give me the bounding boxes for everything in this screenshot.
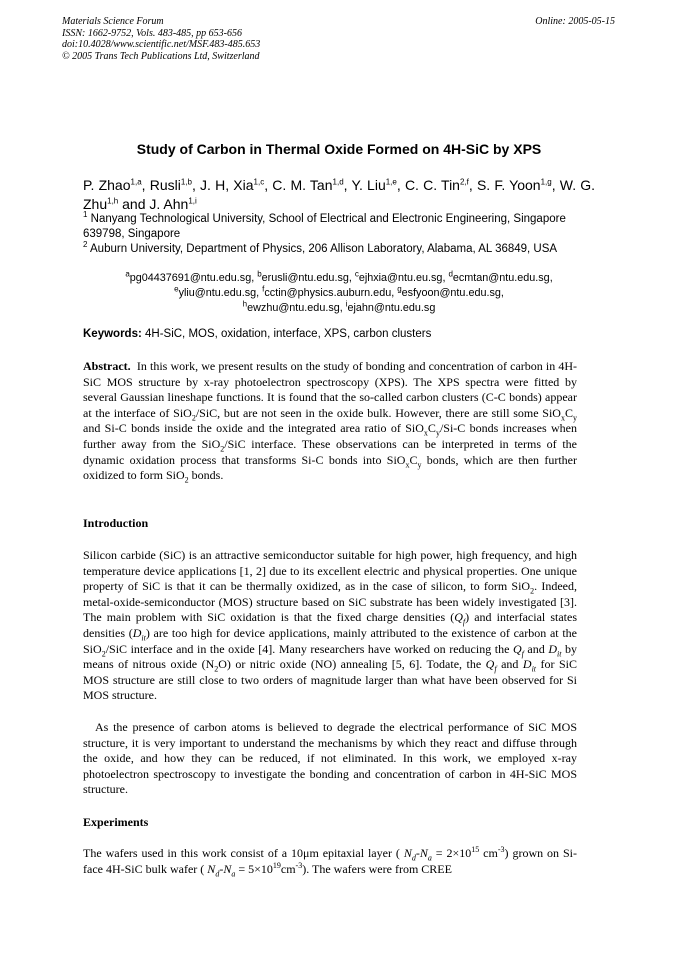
abstract-text: C [427,421,436,436]
body-text: O) or nitric oxide (NO) annealing [5, 6]. Todate, the [218,657,486,672]
journal-header [62,16,260,62]
body-text: ). The wafers were from CREE [302,861,452,876]
subscript: 2 [101,648,106,658]
abstract-label: Abstract. [83,359,131,373]
author-name: J. H, Xia [200,177,254,193]
body-text: The wafers used in this work consist of a 10μm epitaxial layer ( [83,846,404,860]
body-text: for SiC MOS structure are still close to two orders of magnitude larger than what have been observed for Si MOS structure. [83,657,577,703]
body-text: cm [280,861,296,876]
superscript: -3 [295,860,303,870]
abstract-text: /SiC interface. These observations can be interpreted in terms of the dynamic oxidation process that transforms Si-C bonds into SiO [83,436,577,467]
email-address: ejahn@ntu.edu.sg [347,302,436,314]
body-text: - [219,861,224,876]
subscript: y [417,459,422,469]
author-marker: 1,e [385,177,397,187]
email-address: esfyoon@ntu.edu.sg [401,287,501,299]
affiliation-number: 1 [83,210,88,220]
email-marker: a [125,269,130,279]
subscript: 2 [214,664,219,674]
subscript: it [141,633,146,643]
author-name: C. M. Tan [272,177,333,193]
symbol: N [403,846,412,860]
email-address: pg04437691@ntu.edu.sg [129,272,252,284]
abstract-text: /Si-C bonds increases when further away from the SiO [83,421,577,451]
body-text: - [415,846,420,860]
symbol: N [207,861,216,876]
keywords-label: Keywords: [83,328,142,340]
author-marker: 1,h [107,196,119,206]
email-marker: b [257,269,262,279]
subscript: 2 [191,413,196,423]
symbol: Q [485,657,495,672]
email-marker: d [448,269,453,279]
author-marker: 1,a [130,177,142,187]
affiliation-text: Nanyang Technological University, School of Electrical and Electronic Engineering, Singapore 639798, Singapore [83,213,566,240]
subscript: x [423,428,428,438]
abstract-text: In this work, we present results on the study of bonding and concentration of carbon in 4H-SiC MOS structure by x-ray photoelectron spectroscopy (XPS). The XPS spectra were fitted by several Gaussian lineshape functions. It is found that the so-called carbon clusters (C-C bonds) appear at the interface of SiO [83,359,577,420]
body-text: ) grown on Si-face 4H-SiC bulk wafer ( [83,846,577,876]
email-marker: c [354,269,359,279]
email-address: yliu@ntu.edu.sg [178,287,257,299]
journal-name: Materials Science Forum [62,16,164,27]
subscript: 2 [220,444,225,454]
author-name: W. G. Zhu [83,177,596,212]
author-name: Rusli [149,177,181,193]
email-address: cctin@physics.auburn.edu [264,287,392,299]
author-name: Y. Liu [351,177,386,193]
subscript: y [435,428,440,438]
abstract-text: /SiC, but are not seen in the oxide bulk. However, there are still some SiO [195,405,561,420]
symbol: N [223,861,232,876]
keywords-text: 4H-SiC, MOS, oxidation, interface, XPS, carbon clusters [145,328,432,340]
subscript: it [531,664,537,674]
copyright-line: © 2005 Trans Tech Publications Ltd, Switzerland [62,50,260,62]
symbol: N [419,846,428,860]
email-address: ejhxia@ntu.eu.sg [358,272,443,284]
affiliation-2 [83,242,595,257]
subscript: f [521,648,524,658]
symbol: D [522,657,532,672]
abstract-text: bonds. [188,468,224,483]
paper-title: Study of Carbon in Thermal Oxide Formed on 4H-SiC by XPS [136,141,542,157]
body-text: = 2×10 [431,846,472,860]
symbol: D [132,625,142,640]
abstract-text: bonds inside the oxide and the integrated area ratio of SiO [126,421,424,436]
author-name: J. Ahn [149,196,189,212]
email-marker: i [345,299,348,309]
subscript: x [405,459,410,469]
introduction-paragraph-2: As the presence of carbon atoms is believed to degrade the electrical performance of SiC MOS structure, it is very important to understand the mechanisms by which they react and diffuse through the oxide, and how they can be reduced, if not eliminated. In this work, we employed x-ray photoelectron spectroscopy to investigate the bonding and concentration of carbon in 4H-SiC MOS structure. [83,720,577,797]
subscript: d [215,868,220,878]
body-text: by means of nitrous oxide (N [83,641,577,672]
email-marker: g [397,284,402,294]
author-marker: 1,c [253,177,265,187]
email-address: ewzhu@ntu.edu.sg [247,302,340,314]
body-text: = 5×10 [235,861,273,876]
section-heading-experiments: Experiments [83,815,149,829]
symbol: Q [454,610,463,625]
author-marker: 1,i [188,196,197,206]
symbol: Q [512,641,522,656]
body-text: ) and interfacial states densities ( [83,610,577,640]
affiliation-number: 2 [83,240,88,250]
body-text: cm [479,846,498,860]
abstract-text: C [564,405,573,420]
abstract-text: C [409,452,418,467]
superscript: 19 [272,860,281,870]
symbol: D [548,641,557,656]
email-list: $^a$pg04437691@ntu.edu.sg, $^b$erusli@ntu.edu.sg, $^c$ejhxia@ntu.eu.sg, $^d$ecmtan@ntu.edu.sg, $^e$yliu@ntu.edu.sg, $^f$cctin@physics.auburn.edu, $^g$esfyoon@ntu.edu.sg, $^h$ewzhu@ntu.edu.sg, $^i$ejahn@ntu.edu.sg [125,269,553,314]
affiliation-1 [83,212,595,241]
abstract-text: bonds, which are then further oxidized to form SiO [83,452,577,483]
body-text: . Indeed, metal-oxide-semiconductor (MOS) structure based on SiC substrate has been widely investigated [3]. The main problem with SiC oxidation is that the fixed charge densities ( [83,579,577,625]
subscript: 2 [530,586,535,596]
author-name: S. F. Yoon [476,177,541,193]
email-address: erusli@ntu.edu.sg [261,272,349,284]
subscript: a [231,868,236,878]
subscript: f [494,664,497,674]
author-marker: 2,f [459,177,469,187]
subscript: a [427,853,432,863]
online-date: Online: 2005-05-15 [535,16,615,27]
email-address: ecmtan@ntu.edu.sg [452,272,550,284]
body-text: and [496,657,523,672]
author-name: P. Zhao [83,177,131,193]
author-list: P. Zhao$^{1,a}$, Rusli$^{1,b}$, J. H, Xia$^{1,c}$, C. M. Tan$^{1,d}$, Y. Liu$^{1,e}$, C. C. Tin$^{2,f}$, S. F. Yoon$^{1,g}$, W. G. Zhu$^{1,h}$ and J. Ahn$^{1,i}$ [83,177,596,212]
abstract-paragraph: Abstract. In this work, we present results on the study of bonding and concentration of carbon in 4H-SiC MOS structure by x-ray photoelectron spectroscopy (XPS). The XPS spectra were fitted by several Gaussian lineshape functions. It is found that the so-called carbon clusters (C-C bonds) appear at the interface of SiO$_2$/SiC, but are not seen in the oxide bulk. However, there are still some $SiO_xC_y$ and Si-C bonds inside the oxide and the integrated area ratio of $SiO_xC_y/Si-C$ bonds increases when further away from the SiO$_2$/SiC interface. These observations can be interpreted in terms of the dynamic oxidation process that transforms Si-C bonds into $SiO_xC_y$ bonds, which are then further oxidized to form SiO$_2$ bonds. [83,359,577,485]
affiliation-text: Auburn University, Department of Physics, 206 Allison Laboratory, Alabama, AL 36849, USA [90,243,558,255]
section-heading-introduction: Introduction [83,516,149,530]
doi-line: doi:10.4028/www.scientific.net/MSF.483-485.653 [62,39,261,50]
body-text: /SiC interface and in the oxide [4]. Many researchers have worked on reducing the [105,641,513,656]
keywords [83,328,595,340]
subscript: f [462,617,466,627]
body-text: ) are too high for device applications, mainly attributed to the existence of carbon at the SiO [83,625,577,656]
email-marker: h [242,299,248,309]
email-marker: f [262,284,265,294]
body-text: and [523,641,549,656]
subscript: it [556,648,562,658]
subscript: y [572,413,577,423]
subscript: 2 [184,475,189,485]
email-marker: e [174,284,179,294]
author-marker: 1,b [180,177,192,187]
introduction-paragraph [83,548,577,704]
experiments-paragraph [83,846,577,877]
subscript: x [560,413,565,423]
issn-line: ISSN: 1662-9752, Vols. 483-485, pp 653-656 [62,27,242,39]
author-marker: 1,d [332,177,344,187]
body-text: Silicon carbide (SiC) is an attractive semiconductor suitable for high power, high frequency, and high temperature device applications [1, 2] due to its excellent electric and physical properties. One unique property of SiC is that it can be thermally oxidized, as in the case of silicon, to form SiO [83,548,577,594]
superscript: 15 [471,845,480,854]
superscript: -3 [497,845,505,854]
author-marker: 1,g [540,177,552,187]
subscript: d [411,853,416,863]
author-name: C. C. Tin [404,177,460,193]
